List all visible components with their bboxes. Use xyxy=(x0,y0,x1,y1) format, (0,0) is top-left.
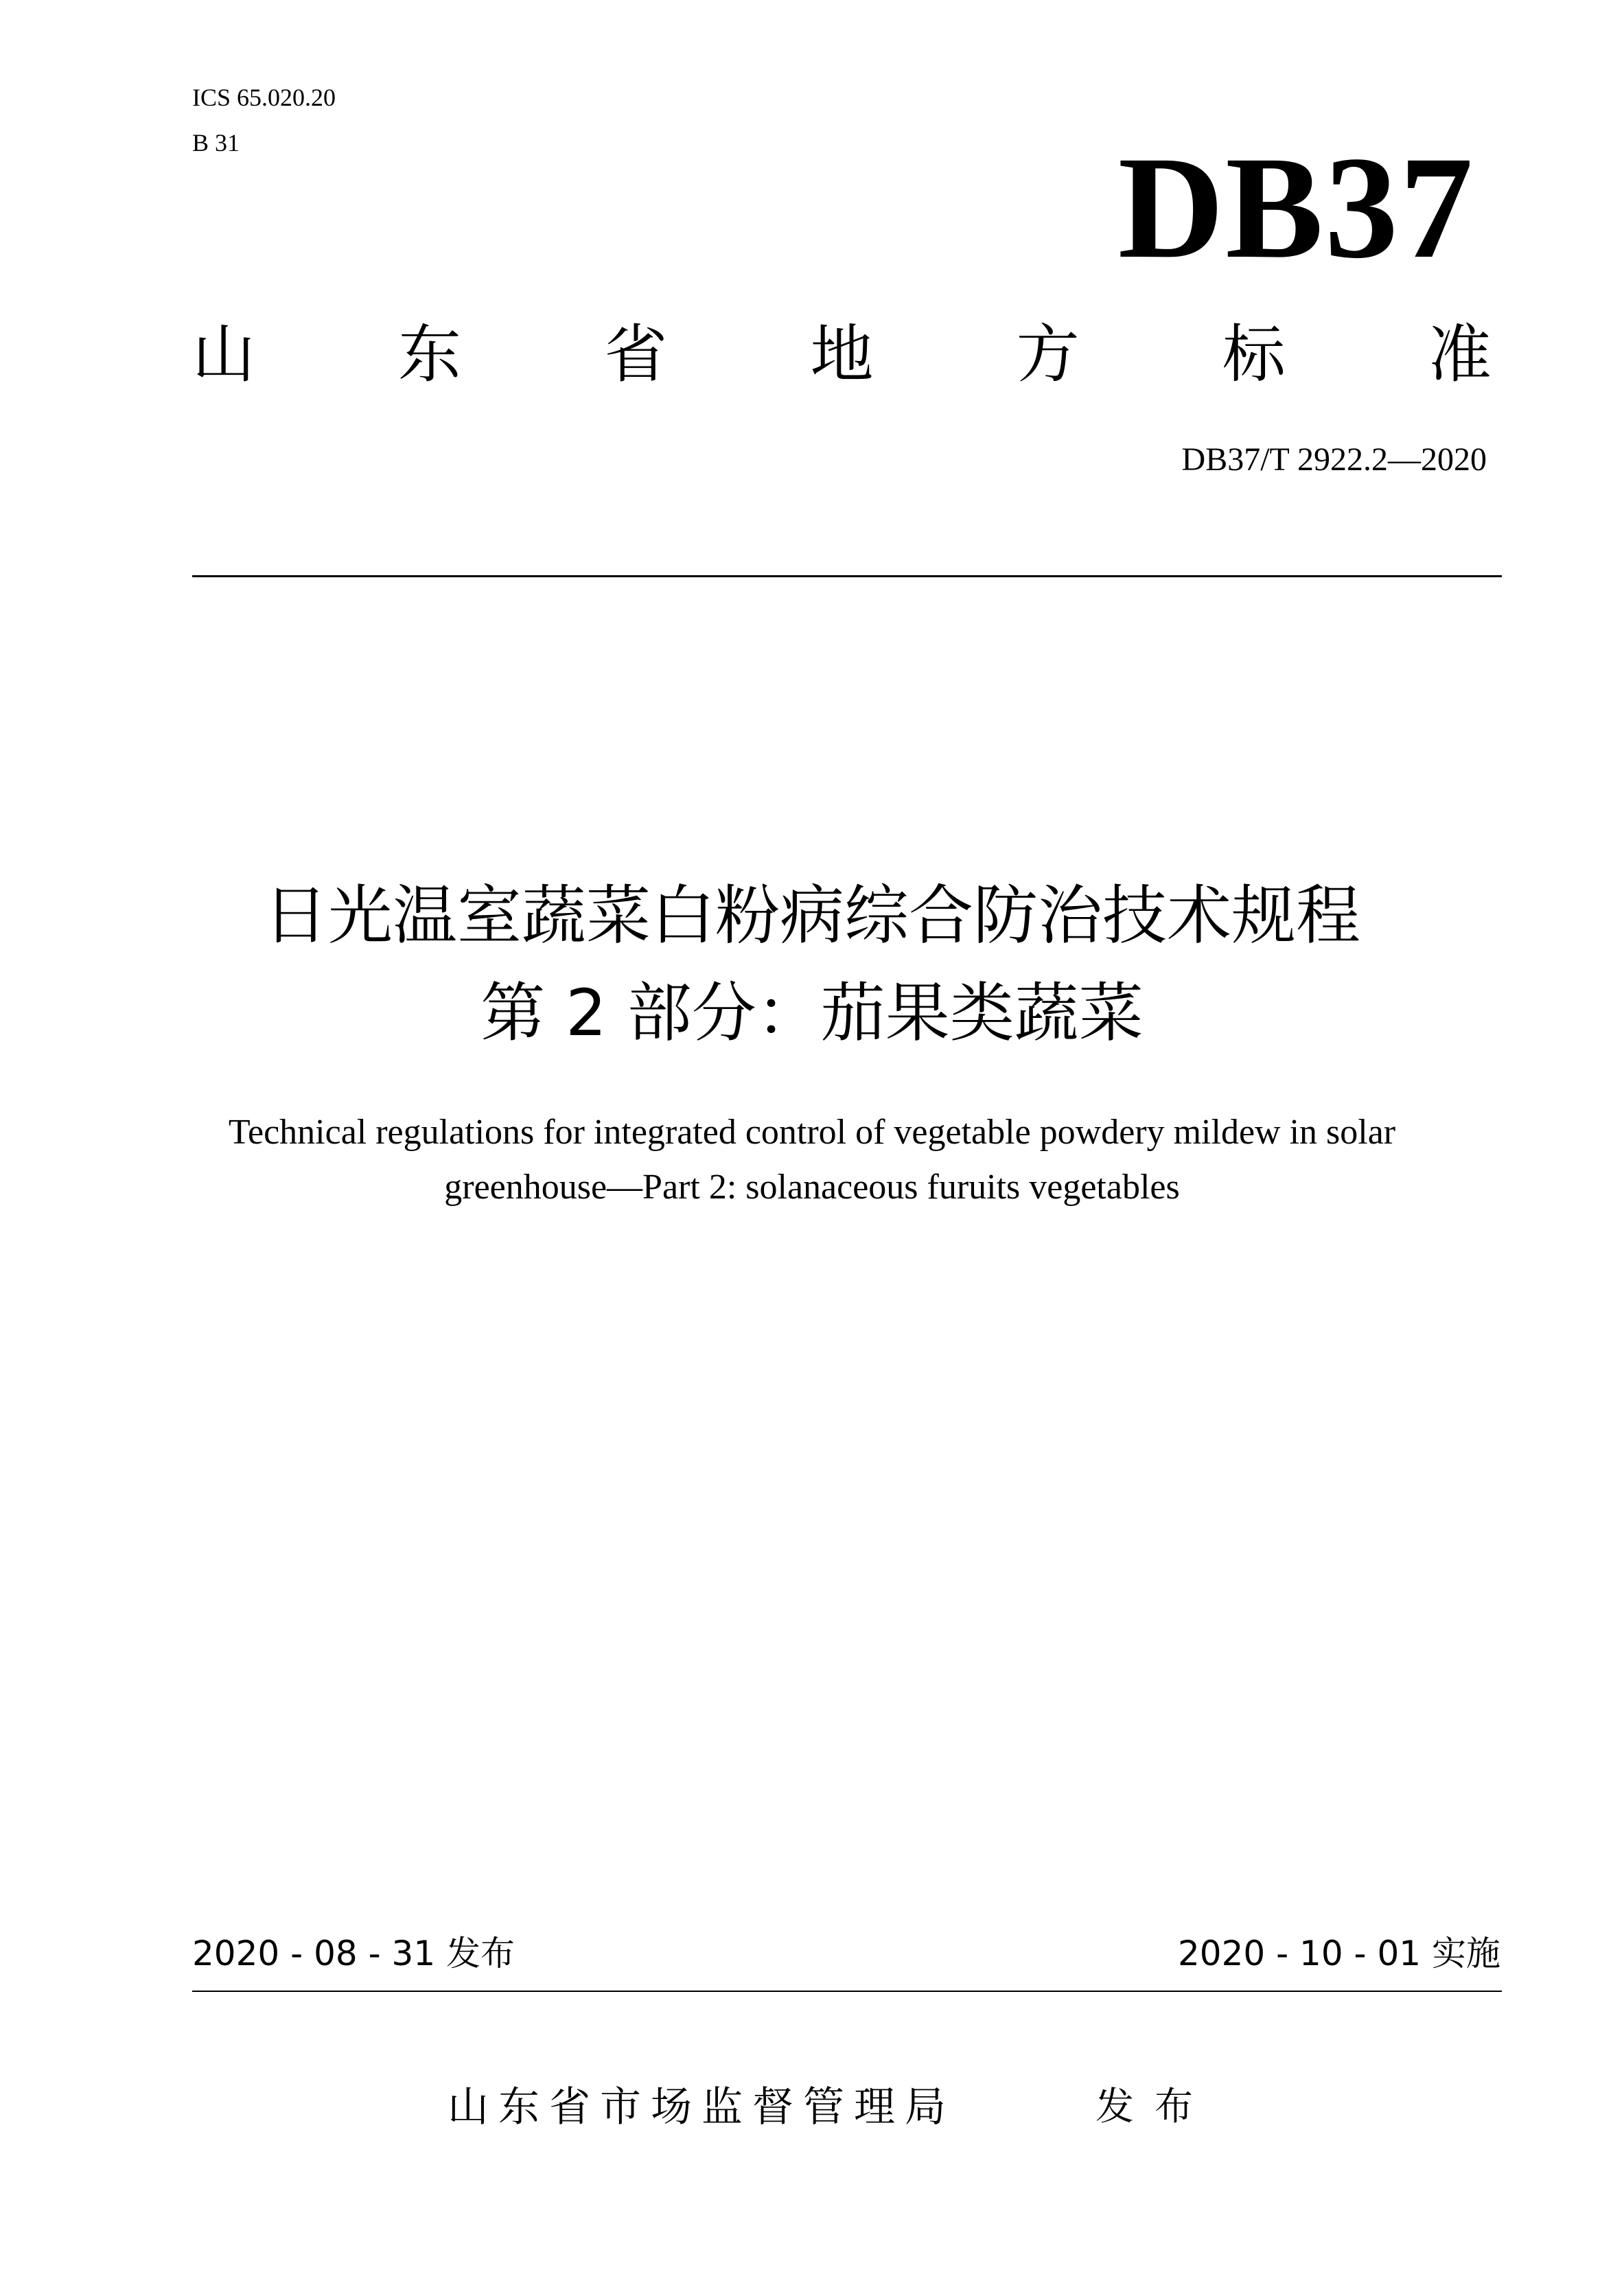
standard-type-char: 山 xyxy=(192,318,256,391)
standard-type-char: 地 xyxy=(810,318,874,391)
standard-type-char: 标 xyxy=(1222,318,1286,391)
standard-type-heading xyxy=(192,317,1492,393)
english-title xyxy=(0,1105,1624,1215)
chinese-title-line-1: 日光温室蔬菜白粉病综合防治技术规程 xyxy=(263,879,1360,953)
standard-type-char: 方 xyxy=(1016,318,1080,391)
standard-type-char: 准 xyxy=(1428,318,1492,391)
ics-code: ICS 65.020.20 xyxy=(192,84,336,111)
issue-date: 2020 - 08 - 31 发布 xyxy=(192,1934,515,1973)
standard-logo: DB37 xyxy=(1117,126,1474,289)
english-title-line-1: Technical regulations for integrated control of vegetable powdery mildew in solar xyxy=(228,1113,1396,1152)
standard-type-char: 东 xyxy=(398,318,462,391)
standard-type-char: 省 xyxy=(604,318,668,391)
footer-divider xyxy=(192,1991,1502,1992)
ccs-code: B 31 xyxy=(192,129,240,156)
implementation-date: 2020 - 10 - 01 实施 xyxy=(1177,1934,1500,1973)
standard-number: DB37/T 2922.2—2020 xyxy=(1181,441,1487,478)
english-title-line-2: greenhouse—Part 2: solanaceous furuits vegetables xyxy=(444,1168,1180,1207)
issue-label: 发布 xyxy=(1095,2085,1214,2129)
chinese-title-line-2: 第 2 部分：茄果类蔬菜 xyxy=(480,976,1144,1051)
issuing-authority: 山东省市场监督管理局 xyxy=(448,2083,955,2131)
header-divider xyxy=(192,575,1502,577)
